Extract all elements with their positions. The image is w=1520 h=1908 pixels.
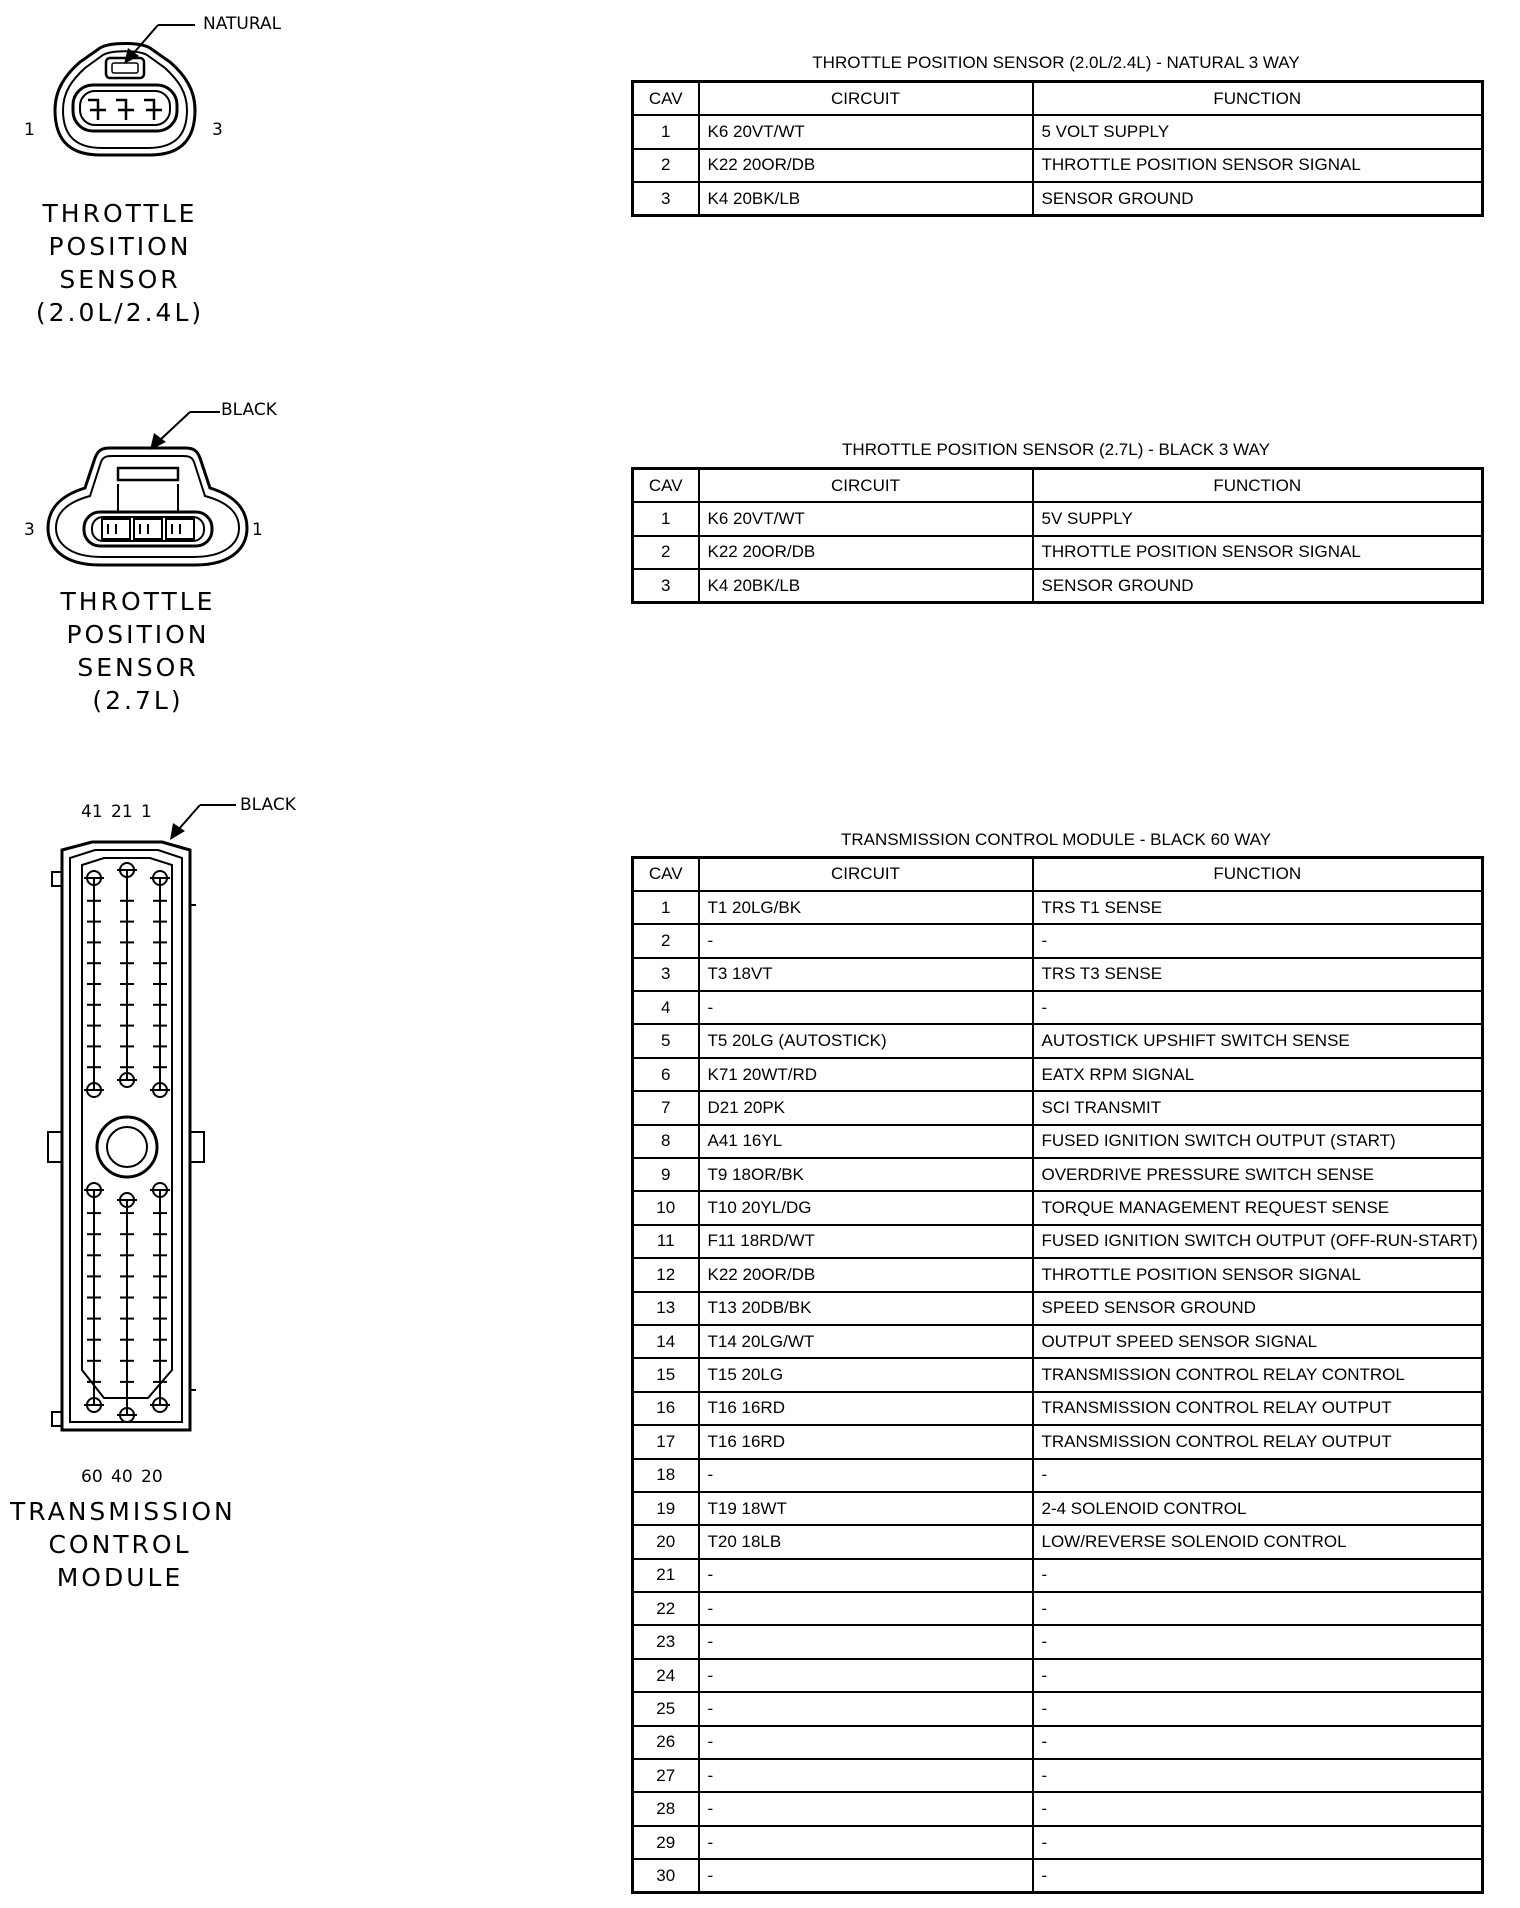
table-row bbox=[633, 1659, 1483, 1692]
function-cell: - bbox=[1033, 1692, 1483, 1725]
cav-cell: 28 bbox=[633, 1792, 699, 1825]
tps24-connector-icon bbox=[40, 10, 300, 210]
circuit-cell: - bbox=[699, 1792, 1033, 1825]
function-cell: - bbox=[1033, 991, 1483, 1024]
function-cell: OVERDRIVE PRESSURE SWITCH SENSE bbox=[1033, 1158, 1483, 1191]
cav-cell: 16 bbox=[633, 1392, 699, 1425]
table-row bbox=[633, 1859, 1483, 1892]
function-cell: - bbox=[1033, 1659, 1483, 1692]
cav-cell: 21 bbox=[633, 1559, 699, 1592]
circuit-cell: K71 20WT/RD bbox=[699, 1058, 1033, 1091]
tcm-table-title: TRANSMISSION CONTROL MODULE - BLACK 60 WAY bbox=[840, 830, 1272, 849]
tps27-label: THROTTLE POSITION SENSOR (2.7L) bbox=[60, 587, 216, 715]
circuit-cell: K22 20OR/DB bbox=[699, 1258, 1033, 1291]
cav-cell: 10 bbox=[633, 1191, 699, 1224]
circuit-cell: - bbox=[699, 1559, 1033, 1592]
circuit-cell: T5 20LG (AUTOSTICK) bbox=[699, 1024, 1033, 1057]
header-cav: CAV bbox=[633, 469, 699, 503]
function-cell: - bbox=[1033, 1559, 1483, 1592]
circuit-cell: T19 18WT bbox=[699, 1492, 1033, 1525]
tps24-pin-left: 1 bbox=[24, 120, 35, 140]
header-circuit: CIRCUIT bbox=[699, 82, 1033, 116]
table-row: 1 K6 20VT/WT 5V SUPPLY bbox=[633, 502, 1483, 536]
table-row bbox=[633, 1392, 1483, 1425]
cav-cell: 14 bbox=[633, 1325, 699, 1358]
circuit-cell: - bbox=[699, 1726, 1033, 1759]
tcm-label: TRANSMISSION CONTROL MODULE bbox=[10, 1497, 236, 1592]
cav-cell: 4 bbox=[633, 991, 699, 1024]
circuit-cell: T9 18OR/BK bbox=[699, 1158, 1033, 1191]
cav-cell: 30 bbox=[633, 1859, 699, 1892]
circuit-cell: - bbox=[699, 1759, 1033, 1792]
header-cav: CAV bbox=[633, 82, 699, 116]
function-cell: FUSED IGNITION SWITCH OUTPUT (OFF-RUN-START) bbox=[1033, 1225, 1483, 1258]
table-row: 3 K4 20BK/LB SENSOR GROUND bbox=[633, 182, 1483, 216]
table-row: 3 K4 20BK/LB SENSOR GROUND bbox=[633, 569, 1483, 603]
function-cell: SCI TRANSMIT bbox=[1033, 1091, 1483, 1124]
tcm-color-label: BLACK bbox=[240, 795, 296, 815]
table-row bbox=[633, 1592, 1483, 1625]
header-circuit: CIRCUIT bbox=[699, 858, 1033, 891]
tcm-connector-icon bbox=[40, 790, 240, 1440]
circuit-cell: T16 16RD bbox=[699, 1425, 1033, 1458]
function-cell: TRANSMISSION CONTROL RELAY OUTPUT bbox=[1033, 1425, 1483, 1458]
tcm-pinout-table bbox=[631, 856, 1484, 1894]
table-row bbox=[633, 1125, 1483, 1158]
function-cell: - bbox=[1033, 1625, 1483, 1658]
function-cell: - bbox=[1033, 1826, 1483, 1859]
cav-cell: 25 bbox=[633, 1692, 699, 1725]
circuit-cell: - bbox=[699, 1859, 1033, 1892]
cav-cell: 20 bbox=[633, 1525, 699, 1558]
tps27-color-label: BLACK bbox=[221, 400, 277, 420]
function-cell: THROTTLE POSITION SENSOR SIGNAL bbox=[1033, 1258, 1483, 1291]
cav-cell: 7 bbox=[633, 1091, 699, 1124]
cav-cell: 15 bbox=[633, 1358, 699, 1391]
circuit-cell: T10 20YL/DG bbox=[699, 1191, 1033, 1224]
table-row bbox=[633, 1325, 1483, 1358]
function-cell: EATX RPM SIGNAL bbox=[1033, 1058, 1483, 1091]
circuit-cell: - bbox=[699, 991, 1033, 1024]
cav-cell: 27 bbox=[633, 1759, 699, 1792]
function-cell: FUSED IGNITION SWITCH OUTPUT (START) bbox=[1033, 1125, 1483, 1158]
table-row bbox=[633, 1258, 1483, 1291]
circuit-cell: T20 18LB bbox=[699, 1525, 1033, 1558]
tps27-table-title: THROTTLE POSITION SENSOR (2.7L) - BLACK 3 WAY bbox=[842, 440, 1270, 459]
table-row bbox=[633, 1625, 1483, 1658]
tps27-pin-right: 1 bbox=[252, 520, 263, 540]
tcm-top-pin-41: 41 bbox=[81, 802, 103, 822]
function-cell: 2-4 SOLENOID CONTROL bbox=[1033, 1492, 1483, 1525]
table-row bbox=[633, 1358, 1483, 1391]
tps27-pinout-table bbox=[631, 467, 1484, 604]
header-cav: CAV bbox=[633, 858, 699, 891]
circuit-cell: T16 16RD bbox=[699, 1392, 1033, 1425]
circuit-cell: - bbox=[699, 1625, 1033, 1658]
tcm-bottom-pin-40: 40 bbox=[111, 1467, 133, 1487]
cav-cell: 18 bbox=[633, 1459, 699, 1492]
header-circuit: CIRCUIT bbox=[699, 469, 1033, 503]
table-row bbox=[633, 1225, 1483, 1258]
tcm-bottom-pin-60: 60 bbox=[81, 1467, 103, 1487]
function-cell: - bbox=[1033, 924, 1483, 957]
table-row bbox=[633, 1091, 1483, 1124]
table-row bbox=[633, 1792, 1483, 1825]
tps27-pin-left: 3 bbox=[24, 520, 35, 540]
function-cell: LOW/REVERSE SOLENOID CONTROL bbox=[1033, 1525, 1483, 1558]
circuit-cell: T13 20DB/BK bbox=[699, 1292, 1033, 1325]
function-cell: - bbox=[1033, 1759, 1483, 1792]
function-cell: - bbox=[1033, 1792, 1483, 1825]
table-row bbox=[633, 1726, 1483, 1759]
function-cell: TORQUE MANAGEMENT REQUEST SENSE bbox=[1033, 1191, 1483, 1224]
function-cell: TRS T1 SENSE bbox=[1033, 891, 1483, 924]
tps24-pinout-table bbox=[631, 80, 1484, 217]
circuit-cell: F11 18RD/WT bbox=[699, 1225, 1033, 1258]
circuit-cell: - bbox=[699, 1826, 1033, 1859]
cav-cell: 29 bbox=[633, 1826, 699, 1859]
circuit-cell: D21 20PK bbox=[699, 1091, 1033, 1124]
function-cell: - bbox=[1033, 1859, 1483, 1892]
table-row bbox=[633, 1492, 1483, 1525]
cav-cell: 23 bbox=[633, 1625, 699, 1658]
table-row: 2 K22 20OR/DB THROTTLE POSITION SENSOR SIGNAL bbox=[633, 536, 1483, 570]
function-cell: TRS T3 SENSE bbox=[1033, 958, 1483, 991]
table-row bbox=[633, 1425, 1483, 1458]
tcm-top-pin-21: 21 bbox=[111, 802, 133, 822]
cav-cell: 26 bbox=[633, 1726, 699, 1759]
cav-cell: 8 bbox=[633, 1125, 699, 1158]
table-header-row bbox=[633, 858, 1483, 891]
table-row bbox=[633, 1692, 1483, 1725]
function-cell: AUTOSTICK UPSHIFT SWITCH SENSE bbox=[1033, 1024, 1483, 1057]
cav-cell: 3 bbox=[633, 958, 699, 991]
table-header-row bbox=[633, 82, 1483, 116]
tcm-bottom-pin-20: 20 bbox=[141, 1467, 163, 1487]
cav-cell: 5 bbox=[633, 1024, 699, 1057]
table-row bbox=[633, 1826, 1483, 1859]
table-row bbox=[633, 1759, 1483, 1792]
circuit-cell: T14 20LG/WT bbox=[699, 1325, 1033, 1358]
function-cell: - bbox=[1033, 1459, 1483, 1492]
table-row bbox=[633, 924, 1483, 957]
table-row: 2 K22 20OR/DB THROTTLE POSITION SENSOR SIGNAL bbox=[633, 149, 1483, 183]
table-row bbox=[633, 991, 1483, 1024]
table-row bbox=[633, 1559, 1483, 1592]
circuit-cell: - bbox=[699, 1659, 1033, 1692]
table-row bbox=[633, 1158, 1483, 1191]
function-cell: TRANSMISSION CONTROL RELAY OUTPUT bbox=[1033, 1392, 1483, 1425]
table-row: 1 K6 20VT/WT 5 VOLT SUPPLY bbox=[633, 115, 1483, 149]
cav-cell: 19 bbox=[633, 1492, 699, 1525]
tps24-pin-right: 3 bbox=[212, 120, 223, 140]
tcm-top-pin-1: 1 bbox=[141, 802, 152, 822]
cav-cell: 6 bbox=[633, 1058, 699, 1091]
table-row bbox=[633, 1292, 1483, 1325]
cav-cell: 11 bbox=[633, 1225, 699, 1258]
cav-cell: 1 bbox=[633, 891, 699, 924]
cav-cell: 17 bbox=[633, 1425, 699, 1458]
circuit-cell: - bbox=[699, 924, 1033, 957]
circuit-cell: A41 16YL bbox=[699, 1125, 1033, 1158]
circuit-cell: T15 20LG bbox=[699, 1358, 1033, 1391]
circuit-cell: T1 20LG/BK bbox=[699, 891, 1033, 924]
circuit-cell: - bbox=[699, 1459, 1033, 1492]
cav-cell: 24 bbox=[633, 1659, 699, 1692]
function-cell: - bbox=[1033, 1726, 1483, 1759]
circuit-cell: - bbox=[699, 1692, 1033, 1725]
header-function: FUNCTION bbox=[1033, 82, 1483, 116]
function-cell: TRANSMISSION CONTROL RELAY CONTROL bbox=[1033, 1358, 1483, 1391]
cav-cell: 13 bbox=[633, 1292, 699, 1325]
circuit-cell: T3 18VT bbox=[699, 958, 1033, 991]
cav-cell: 9 bbox=[633, 1158, 699, 1191]
circuit-cell: - bbox=[699, 1592, 1033, 1625]
function-cell: - bbox=[1033, 1592, 1483, 1625]
table-row bbox=[633, 891, 1483, 924]
function-cell: OUTPUT SPEED SENSOR SIGNAL bbox=[1033, 1325, 1483, 1358]
header-function: FUNCTION bbox=[1033, 469, 1483, 503]
tps24-table-title: THROTTLE POSITION SENSOR (2.0L/2.4L) - NATURAL 3 WAY bbox=[812, 53, 1300, 72]
table-header-row bbox=[633, 469, 1483, 503]
table-row bbox=[633, 1459, 1483, 1492]
table-row bbox=[633, 1024, 1483, 1057]
table-row bbox=[633, 1191, 1483, 1224]
tps24-label: THROTTLE POSITION SENSOR (2.0L/2.4L) bbox=[35, 199, 205, 327]
tps27-connector-icon bbox=[40, 400, 300, 580]
header-function: FUNCTION bbox=[1033, 858, 1483, 891]
cav-cell: 2 bbox=[633, 924, 699, 957]
tps24-color-label: NATURAL bbox=[203, 14, 282, 34]
function-cell: SPEED SENSOR GROUND bbox=[1033, 1292, 1483, 1325]
table-row bbox=[633, 1058, 1483, 1091]
cav-cell: 12 bbox=[633, 1258, 699, 1291]
cav-cell: 22 bbox=[633, 1592, 699, 1625]
table-row bbox=[633, 1525, 1483, 1558]
table-row bbox=[633, 958, 1483, 991]
